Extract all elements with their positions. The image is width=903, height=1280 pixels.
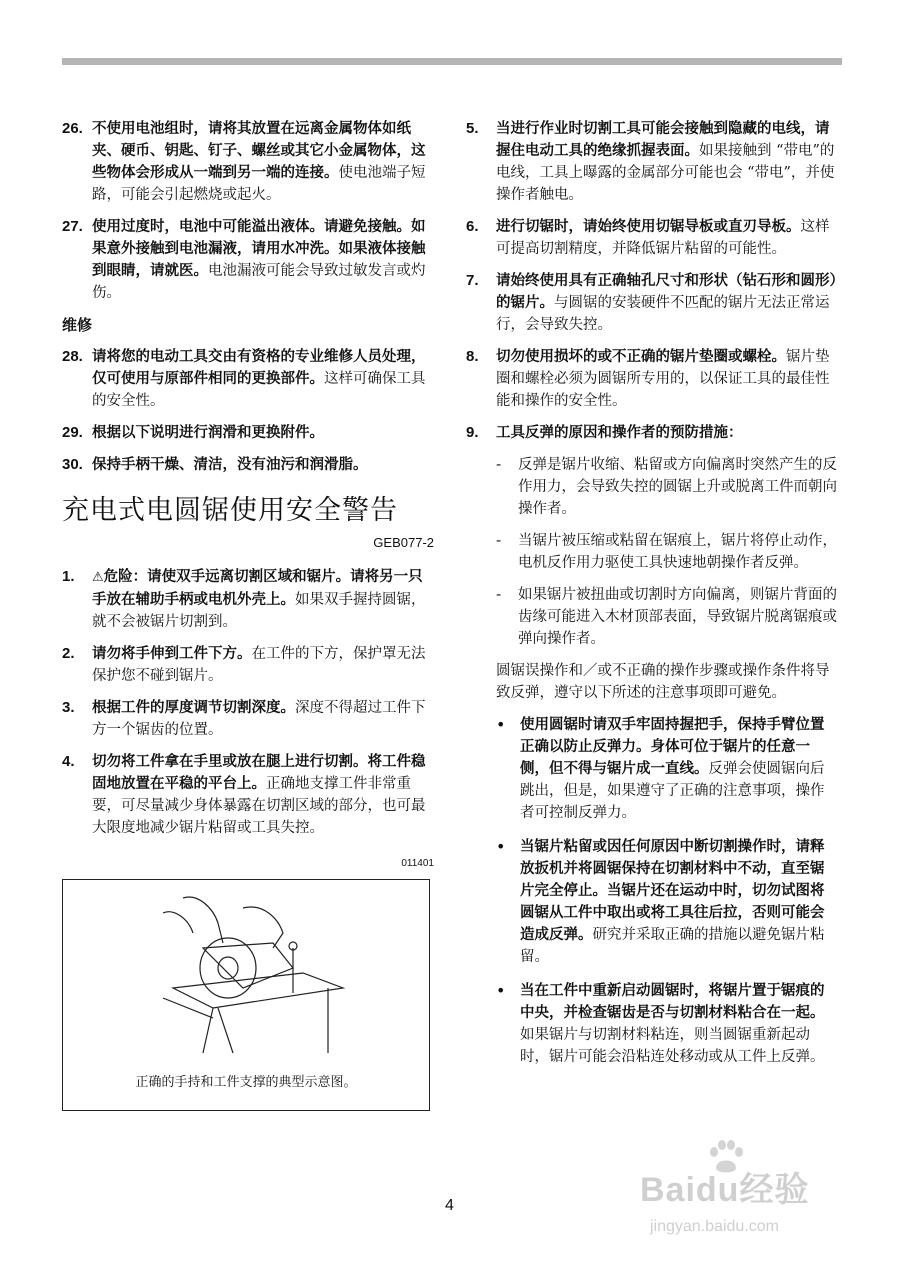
watermark-logo: Baidu经验 <box>640 1171 810 1209</box>
item-text <box>496 118 838 206</box>
page-title: 充电式电圆锯使用安全警告 <box>62 495 398 526</box>
item-bold-text: 请始终使用具有正确轴孔尺寸和形状（钻石形和圆形）的锯片。 <box>496 273 837 311</box>
figure-code: 011401 <box>401 858 434 869</box>
item-number: 28. <box>62 348 83 365</box>
right-column <box>466 118 838 1080</box>
dash-item <box>496 530 838 574</box>
list-item <box>466 118 838 206</box>
item-bold-text: 当进行作业时切割工具可能会接触到隐藏的电线，请握住电动工具的绝缘抓握表面。 <box>496 121 830 159</box>
circular-saw-figure <box>62 879 430 1111</box>
item-text <box>92 751 434 839</box>
item-text <box>92 118 434 206</box>
list-item <box>62 216 434 304</box>
item-normal-text: 使电池端子短路，可能会引起燃烧或起火。 <box>92 165 426 203</box>
list-item <box>62 751 434 839</box>
bullet-text <box>520 836 838 968</box>
bullet-item <box>496 980 838 1068</box>
bullet-mark: • <box>496 981 506 1000</box>
figure-caption: 正确的手持和工件支撑的典型示意图。 <box>135 1075 357 1090</box>
item-number: 27. <box>62 218 83 235</box>
item-bold-text: 危险：请使双手远离切割区域和锯片。请将另一只手放在辅助手柄或电机外壳上。 <box>92 569 423 608</box>
bullet-normal-text: 研究并采取正确的措施以避免锯片粘留。 <box>520 927 825 965</box>
bullet-normal-text: 如果锯片与切割材料粘连，则当圆锯重新起动时，锯片可能会沿粘连处移动或从工件上反弹。 <box>520 1027 825 1065</box>
item-number: 7. <box>466 272 479 289</box>
item-normal-text: 如果接触到 “带电”的电线，工具上曝露的金属部分可能也会 “带电”，并使操作者触电。 <box>496 143 835 203</box>
item-bold-text: 根据以下说明进行润滑和更换附件。 <box>92 425 324 441</box>
bullet-bold-text: 当锯片粘留或因任何原因中断切割操作时，请释放扳机并将圆锯保持在切割材料中不动，直至锯片完全停止。当锯片还在运动中时，切勿试图将圆锯从工件中取出或将工具往后拉，否则可能会造成反弹。 <box>520 839 825 943</box>
page-number: 4 <box>445 1197 454 1214</box>
list-item <box>62 422 434 444</box>
list-item <box>62 643 434 687</box>
item-bold-text: 保持手柄干燥、清洁，没有油污和润滑脂。 <box>92 457 368 473</box>
list-item <box>466 422 838 444</box>
list-item <box>62 346 434 412</box>
item-normal-text: 这样可提高切割精度，并降低锯片粘留的可能性。 <box>496 219 830 257</box>
list-item <box>62 566 434 633</box>
dash-mark: - <box>496 587 502 603</box>
list-item <box>466 270 838 336</box>
dash-mark: - <box>496 533 502 549</box>
bullet-normal-text: 反弹会使圆锯向后跳出，但是，如果遵守了正确的注意事项，操作者可控制反弹力。 <box>520 761 825 821</box>
bullet-text <box>520 980 838 1068</box>
item-normal-text: 与圆锯的安装硬件不匹配的锯片无法正常运行，会导致失控。 <box>496 295 830 333</box>
bullet-item <box>496 714 838 824</box>
dash-item <box>496 584 838 650</box>
item-bold-text: 不使用电池组时，请将其放置在远离金属物体如纸夹、硬币、钥匙、钉子、螺丝或其它小金属物体，这些物体会形成从一端到另一端的连接。 <box>92 121 426 181</box>
item-normal-text: 深度不得超过工件下方一个锯齿的位置。 <box>92 700 426 738</box>
item-text <box>496 346 838 412</box>
watermark <box>640 1140 850 1260</box>
header-rule <box>62 58 842 65</box>
item-number: 3. <box>62 699 75 716</box>
section-heading-maintenance: 维修 <box>62 316 93 334</box>
item-number: 6. <box>466 218 479 235</box>
kickback-paragraph: 圆锯误操作和／或不正确的操作步骤或操作条件将导致反弹，遵守以下所述的注意事项即可避免。 <box>496 663 830 701</box>
item-text <box>92 643 434 687</box>
item-bold-text: 切勿将工件拿在手里或放在腿上进行切割。将工件稳固地放置在平稳的平台上。 <box>92 754 426 792</box>
item-normal-text: 正确地支撑工件非常重要，可尽量减少身体暴露在切割区域的部分，也可最大限度地减少锯片粘留或工具失控。 <box>92 776 426 836</box>
list-item <box>466 216 838 260</box>
item-normal-text: 锯片垫圈和螺栓必须为圆锯所专用的，以保证工具的最佳性能和操作的安全性。 <box>496 349 830 409</box>
item-bold-text: 工具反弹的原因和操作者的预防措施： <box>496 425 743 441</box>
item-text <box>496 270 838 336</box>
item-bold-text: 请勿将手伸到工件下方。 <box>92 646 252 662</box>
item-text <box>92 454 434 476</box>
item-normal-text: 这样可确保工具的安全性。 <box>92 371 426 409</box>
item-number: 2. <box>62 645 75 662</box>
item-number: 4. <box>62 753 75 770</box>
item-bold-text: 进行切锯时，请始终使用切锯导板或直刃导板。 <box>496 219 801 235</box>
bullet-bold-text: 使用圆锯时请双手牢固持握把手，保持手臂位置正确以防止反弹力。身体可位于锯片的任意一侧，但不得与锯片成一直线。 <box>520 717 825 777</box>
item-bold-text: 请将您的电动工具交由有资格的专业维修人员处理，仅可使用与原部件相同的更换部件。 <box>92 349 426 387</box>
dash-mark: - <box>496 457 502 473</box>
item-text <box>92 697 434 741</box>
bullet-text <box>520 714 838 824</box>
dash-text: 如果锯片被扭曲或切割时方向偏离，则锯片背面的齿缘可能进入木材顶部表面，导致锯片脱离锯痕或弹向操作者。 <box>518 587 837 647</box>
item-number: 5. <box>466 120 479 137</box>
dash-text: 当锯片被压缩或粘留在锯痕上，锯片将停止动作，电机反作用力驱使工具快速地朝操作者反弹。 <box>518 533 837 571</box>
item-text <box>92 422 434 444</box>
saw-illustration <box>143 888 353 1058</box>
item-number: 26. <box>62 120 83 137</box>
item-number: 9. <box>466 424 479 441</box>
item-number: 30. <box>62 456 83 473</box>
item-text <box>92 566 434 633</box>
item-text <box>496 422 838 444</box>
item-text <box>92 346 434 412</box>
item-number: 1. <box>62 568 75 585</box>
bullet-bold-text: 当在工件中重新启动圆锯时，将锯片置于锯痕的中央，并检查锯齿是否与切割材料粘合在一起。 <box>520 983 825 1021</box>
watermark-url: jingyan.baidu.com <box>650 1218 779 1235</box>
dash-item <box>496 454 838 520</box>
item-number: 29. <box>62 424 83 441</box>
item-normal-text: 电池漏液可能会导致过敏发言或灼伤。 <box>92 263 426 301</box>
left-column <box>62 118 434 1111</box>
item-normal-text: 在工件的下方，保护罩无法保护您不碰到锯片。 <box>92 646 426 684</box>
warning-icon: ⚠ <box>92 570 104 585</box>
item-number: 8. <box>466 348 479 365</box>
bullet-item <box>496 836 838 968</box>
item-text <box>496 216 838 260</box>
bullet-mark: • <box>496 837 506 856</box>
list-item <box>466 346 838 412</box>
list-item <box>62 454 434 476</box>
list-item <box>62 697 434 741</box>
item-bold-text: 切勿使用损坏的或不正确的锯片垫圈或螺栓。 <box>496 349 786 365</box>
dash-text: 反弹是锯片收缩、粘留或方向偏离时突然产生的反作用力，会导致失控的圆锯上升或脱离工件而朝向操作者。 <box>518 457 837 517</box>
item-bold-text: 根据工件的厚度调节切割深度。 <box>92 700 295 716</box>
item-normal-text: 如果双手握持圆锯，就不会被锯片切割到。 <box>92 592 426 630</box>
list-item <box>62 118 434 206</box>
bullet-mark: • <box>496 715 506 734</box>
item-bold-text: 使用过度时，电池中可能溢出液体。请避免接触。如果意外接触到电池漏液，请用水冲洗。如果液体接触到眼睛，请就医。 <box>92 219 426 279</box>
document-code: GEB077-2 <box>373 535 434 550</box>
item-text <box>92 216 434 304</box>
